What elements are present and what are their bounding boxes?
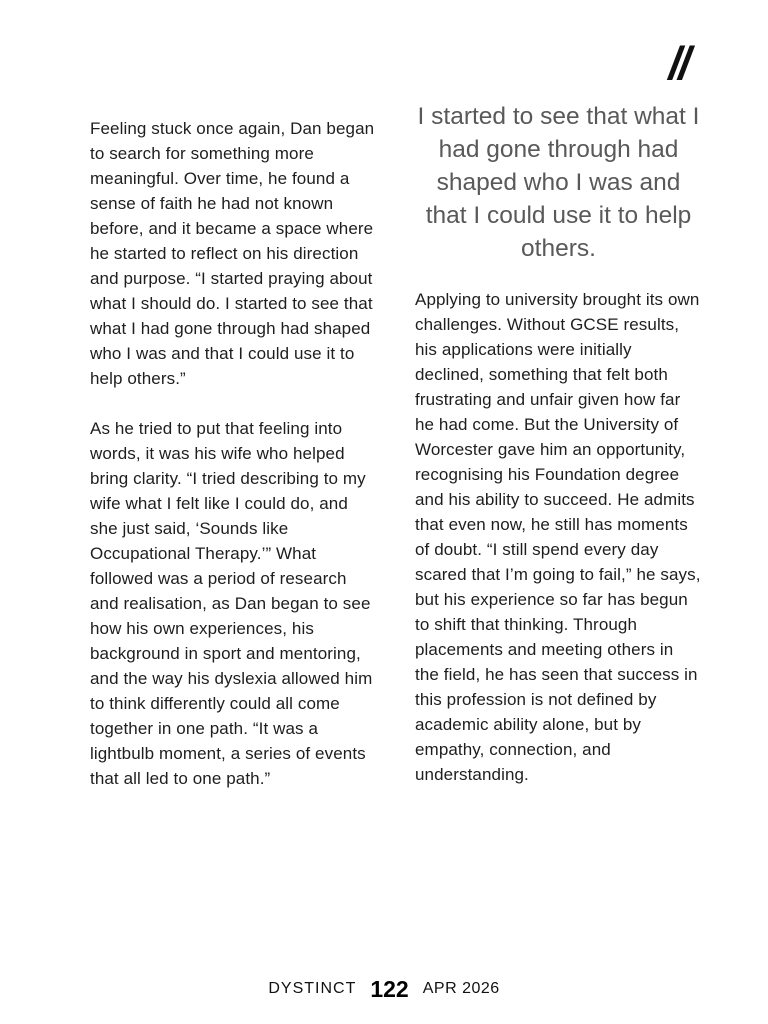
quotation-mark-icon: // [668,37,688,89]
right-text-column [415,0,702,1024]
left-text-column [90,0,377,1024]
page-footer [0,972,768,1006]
body-paragraph: Applying to university brought its own challenges. Without GCSE results, his applications were initially declined, something that felt both frustrating and unfair given how far he had come. But the University of Worcester gave him an opportunity, recognising his Foundation degree and his ability to succeed. He admits that even now, he still has moments of doubt. “I still spend every day scared that I’m going to fail,” he says, but his experience so far has begun to shift that thinking. Through placements and meeting others in the field, he has seen that success in this profession is not defined by academic ability alone, but by empathy, connection, and understanding. [415,290,701,784]
article-columns [90,0,702,1024]
body-paragraph: As he tried to put that feeling into words, it was his wife who helped bring clarity. “I tried describing to my wife what I felt like I could do, and she just said, ‘Sounds like Occupational Therapy.’” What followed was a period of research and realisation, as Dan began to see how his own experiences, his background in sport and mentoring, and the way his dyslexia allowed him to think differently could all come together in one path. “It was a lightbulb moment, a series of events that all led to one path.” [90,419,373,788]
pull-quote: I started to see that what I had gone through had shaped who I was and that I could use it to help others. [417,103,700,262]
body-paragraph: Feeling stuck once again, Dan began to search for something more meaningful. Over time, he found a sense of faith he had not known before, and it became a space where he started to reflect on his direction and purpose. “I started praying about what I should do. I started to see that what I had gone through had shaped who I was and that I could use it to help others.” [90,119,375,388]
page-number: 122 [370,975,409,1002]
magazine-name: DYSTINCT [268,980,357,997]
issue-date: APR 2026 [422,980,500,997]
